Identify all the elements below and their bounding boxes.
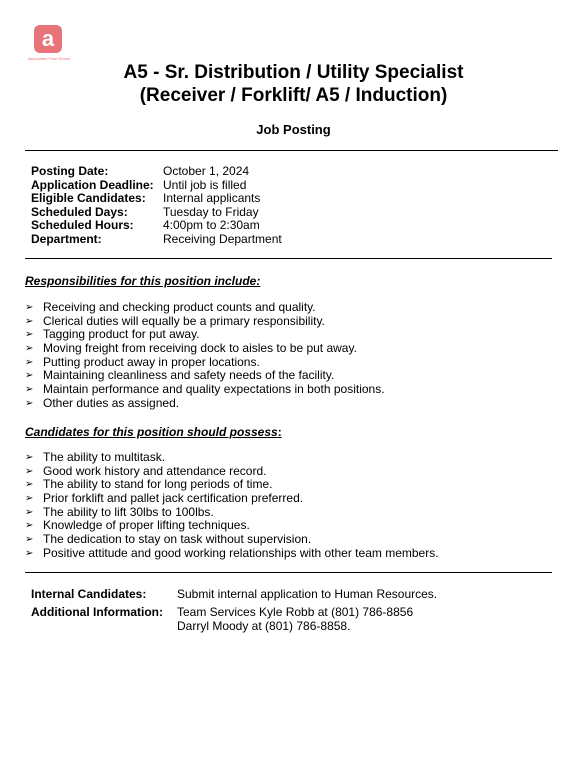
candidates-heading-text: Candidates for this position should possess — [25, 425, 278, 439]
additional-info-line-2: Darryl Moody at (801) 786-8858. — [177, 619, 351, 633]
list-item-text: Positive attitude and good working relationships with other team members. — [43, 545, 439, 560]
arrow-bullet-icon: ➢ — [25, 343, 34, 355]
info-row — [31, 206, 282, 220]
list-item-text: Maintain performance and quality expectations in both positions. — [43, 382, 385, 397]
info-value: Until job is filled — [163, 177, 247, 192]
logo-badge — [34, 25, 62, 53]
list-item-text: Other duties as assigned. — [43, 395, 180, 410]
list-item-text: Receiving and checking product counts and quality. — [43, 300, 316, 314]
info-value: Tuesday to Friday — [163, 204, 259, 219]
candidates-heading-colon: : — [277, 425, 282, 439]
info-label: Department: — [31, 231, 102, 246]
list-item — [25, 533, 439, 547]
divider-top — [25, 150, 558, 151]
arrow-bullet-icon: ➢ — [25, 315, 34, 327]
candidates-list — [25, 451, 439, 561]
arrow-bullet-icon: ➢ — [25, 370, 34, 382]
info-row — [31, 165, 282, 179]
responsibilities-list — [25, 301, 385, 411]
arrow-bullet-icon: ➢ — [25, 534, 34, 546]
internal-candidates-value: Submit internal application to Human Resources. — [177, 587, 438, 601]
candidates-heading — [25, 425, 282, 439]
list-item — [25, 519, 439, 533]
info-row — [31, 192, 282, 206]
info-row — [31, 179, 282, 193]
list-item — [25, 342, 385, 356]
internal-candidates-label: Internal Candidates: — [31, 587, 147, 601]
responsibilities-heading: Responsibilities for this position include: — [25, 274, 261, 288]
arrow-bullet-icon: ➢ — [25, 506, 34, 518]
info-label: Scheduled Hours: — [31, 218, 134, 233]
list-item — [25, 383, 385, 397]
list-item-text: Knowledge of proper lifting techniques. — [43, 518, 250, 533]
arrow-bullet-icon: ➢ — [25, 302, 34, 313]
list-item — [25, 397, 385, 411]
footer-row-internal — [31, 587, 437, 602]
list-item-text: The ability to lift 30lbs to 100lbs. — [43, 504, 214, 519]
info-row — [31, 233, 282, 247]
list-item-text: Good work history and attendance record. — [43, 463, 267, 478]
list-item — [25, 451, 439, 465]
title-line-2: (Receiver / Forklift/ A5 / Induction) — [139, 85, 448, 106]
info-label: Application Deadline: — [31, 177, 154, 192]
list-item-text: Moving freight from receiving dock to aisles to be put away. — [43, 341, 357, 356]
page-subtitle: Job Posting — [256, 122, 331, 137]
arrow-bullet-icon: ➢ — [25, 356, 34, 368]
list-item-text: The ability to stand for long periods of time. — [43, 477, 273, 492]
logo-text: Associated Food Stores — [27, 56, 71, 61]
list-item — [25, 356, 385, 370]
info-value: Receiving Department — [163, 231, 282, 246]
arrow-bullet-icon: ➢ — [25, 397, 34, 409]
list-item — [25, 328, 385, 342]
footer-info — [31, 587, 437, 634]
list-item-text: Maintaining cleanliness and safety needs of the facility. — [43, 368, 335, 383]
list-item — [25, 315, 385, 329]
page-title — [0, 61, 587, 107]
company-logo — [22, 25, 76, 61]
info-value: Internal applicants — [163, 191, 261, 206]
info-label: Scheduled Days: — [31, 204, 128, 219]
arrow-bullet-icon: ➢ — [25, 547, 34, 559]
arrow-bullet-icon: ➢ — [25, 329, 34, 341]
info-value: October 1, 2024 — [163, 164, 250, 178]
list-item — [25, 547, 439, 561]
arrow-bullet-icon: ➢ — [25, 465, 34, 477]
divider-footer — [25, 572, 552, 573]
arrow-bullet-icon: ➢ — [25, 452, 34, 463]
list-item-text: The ability to multitask. — [43, 450, 166, 464]
list-item — [25, 301, 385, 315]
arrow-bullet-icon: ➢ — [25, 479, 34, 491]
info-label: Posting Date: — [31, 164, 109, 178]
info-label: Eligible Candidates: — [31, 191, 146, 206]
list-item — [25, 478, 439, 492]
arrow-bullet-icon: ➢ — [25, 384, 34, 396]
list-item — [25, 506, 439, 520]
list-item-text: Tagging product for put away. — [43, 327, 200, 342]
divider-info — [25, 258, 552, 259]
additional-info-value — [177, 605, 413, 634]
posting-info — [31, 165, 282, 247]
arrow-bullet-icon: ➢ — [25, 493, 34, 505]
list-item — [25, 492, 439, 506]
info-row — [31, 219, 282, 233]
list-item — [25, 369, 385, 383]
list-item-text: Putting product away in proper locations. — [43, 354, 260, 369]
logo-letter: a — [41, 26, 55, 51]
footer-row-additional — [31, 605, 437, 634]
title-line-1: A5 - Sr. Distribution / Utility Specialist — [123, 62, 464, 83]
list-item-text: Prior forklift and pallet jack certification preferred. — [43, 491, 304, 506]
list-item-text: The dedication to stay on task without supervision. — [43, 532, 312, 547]
additional-info-line-1: Team Services Kyle Robb at (801) 786-8856 — [177, 604, 414, 619]
arrow-bullet-icon: ➢ — [25, 520, 34, 532]
additional-info-label: Additional Information: — [31, 604, 163, 619]
list-item — [25, 465, 439, 479]
info-value: 4:00pm to 2:30am — [163, 218, 260, 233]
list-item-text: Clerical duties will equally be a primary responsibility. — [43, 313, 325, 328]
